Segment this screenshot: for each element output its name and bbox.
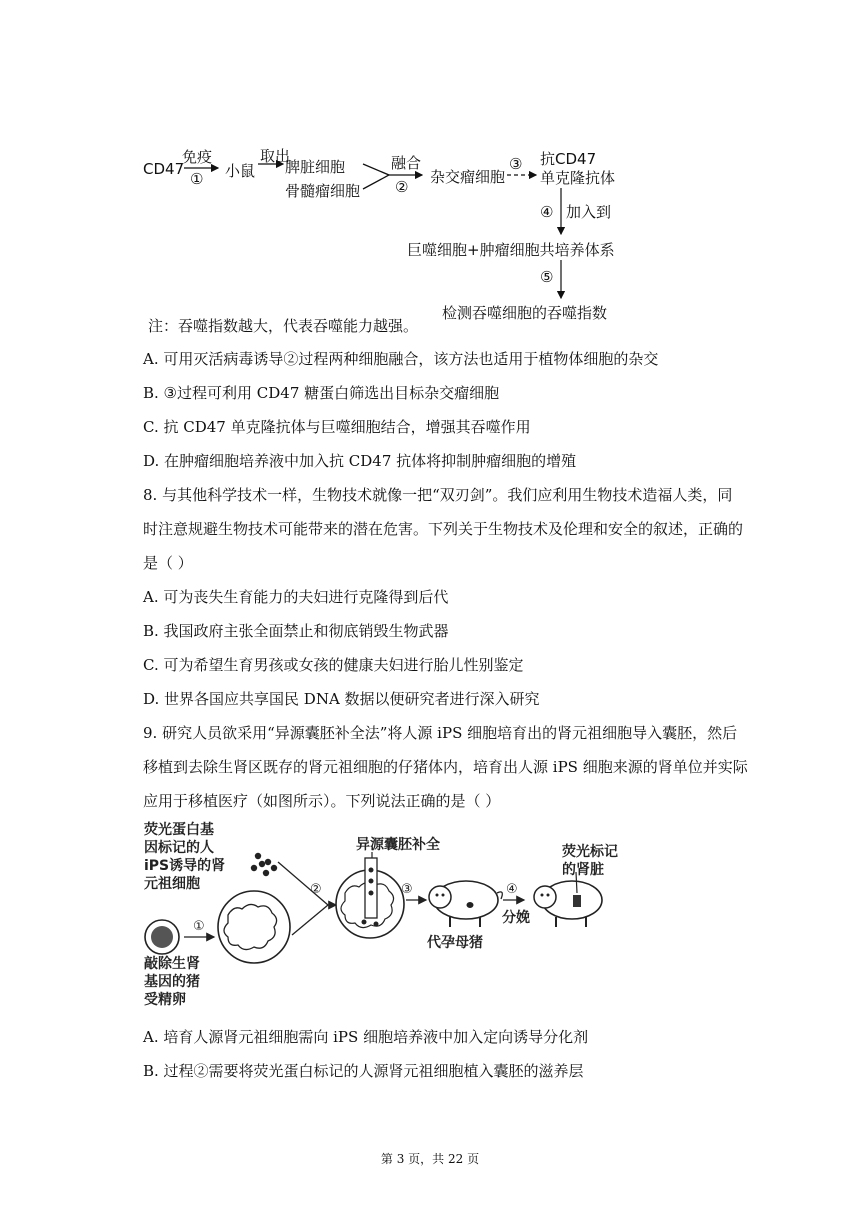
q7-option-a: A. 可用灭活病毒诱导②过程两种细胞融合，该方法也适用于植物体细胞的杂交: [143, 350, 659, 368]
q9-option-b: B. 过程②需要将荧光蛋白标记的人源肾元祖细胞植入囊胚的滋养层: [143, 1062, 584, 1080]
kidney-label-line2: 的肾脏: [562, 862, 604, 878]
q8-stem-line3: 是（ ）: [143, 554, 193, 572]
kidney-label-line1: 荧光标记: [562, 844, 618, 860]
fertilized-egg-icon: [145, 920, 179, 954]
q8-option-a: A. 可为丧失生育能力的夫妇进行克隆得到后代: [143, 588, 449, 606]
q7-option-d: D. 在肿瘤细胞培养液中加入抗 CD47 抗体将抑制肿瘤细胞的增殖: [143, 452, 577, 470]
q8-stem-line2: 时注意规避生物技术可能带来的潜在危害。下列关于生物技术及伦理和安全的叙述，正确的: [143, 520, 744, 538]
cd47-label: CD47: [143, 160, 185, 178]
fig2-step1: ①: [193, 919, 205, 934]
immune-label: 免疫: [182, 148, 213, 166]
step5-marker: ⑤: [540, 268, 554, 286]
birth-label: 分娩: [502, 910, 530, 926]
fig2-step4: ④: [506, 882, 518, 897]
q8-option-c: C. 可为希望生育男孩或女孩的健康夫妇进行胎儿性别鉴定: [143, 656, 524, 674]
ips-cells-dots: [251, 853, 277, 876]
q9-stem-line3: 应用于移植医疗（如图所示）。下列说法正确的是（ ）: [143, 792, 501, 810]
spleen-cell-label: 脾脏细胞: [285, 158, 346, 176]
fusion-label: 融合: [391, 154, 422, 172]
q9-stem-line2: 移植到去除生肾区既存的肾元祖细胞的仔猪体内，培育出人源 iPS 细胞来源的肾单位并实际: [143, 758, 748, 776]
egg-label-line1: 敲除生肾: [144, 956, 200, 972]
cells-label-line4: 元祖细胞: [144, 876, 200, 892]
hybridoma-label: 杂交瘤细胞: [430, 168, 506, 186]
coculture-label: 巨噬细胞+肿瘤细胞共培养体系: [407, 241, 615, 259]
egg-label-line2: 基因的猪: [144, 974, 200, 990]
step2-marker: ②: [395, 178, 409, 196]
step3-marker: ③: [509, 155, 523, 173]
anti-cd47-label: 抗CD47: [540, 150, 597, 168]
mab-label: 单克隆抗体: [540, 169, 616, 187]
cells-label-line2: 因标记的人: [144, 840, 214, 856]
complemented-blastocyst-icon: [336, 852, 404, 938]
q8-stem-line1: 8. 与其他科学技术一样，生物技术就像一把“双刃剑”。我们应利用生物技术造福人类，同: [143, 486, 733, 504]
q9-option-a: A. 培育人源肾元祖细胞需向 iPS 细胞培养液中加入定向诱导分化剂: [143, 1028, 589, 1046]
figure-note: 注：吞噬指数越大，代表吞噬能力越强。: [148, 317, 419, 335]
surrogate-label: 代孕母猪: [427, 935, 483, 951]
q7-option-b: B. ③过程可利用 CD47 糖蛋白筛选出目标杂交瘤细胞: [143, 384, 500, 402]
add-to-label: 加入到: [566, 203, 612, 221]
q9-stem-line1: 9. 研究人员欲采用“异源囊胚补全法”将人源 iPS 细胞培育出的肾元祖细胞导入囊胚，然后: [143, 724, 738, 742]
page-footer: 第 3 页，共 22 页: [380, 1152, 480, 1166]
q8-option-d: D. 世界各国应共享国民 DNA 数据以便研究者进行深入研究: [143, 690, 540, 708]
fig2-step2: ②: [310, 882, 322, 897]
take-out-label: 取出: [260, 147, 291, 165]
mouse-label: 小鼠: [225, 162, 256, 180]
step1-marker: ①: [190, 170, 204, 188]
detect-label: 检测吞噬细胞的吞噬指数: [442, 304, 608, 322]
step4-marker: ④: [540, 203, 554, 221]
blastocyst-icon: [218, 891, 290, 963]
myeloma-cell-label: 骨髓瘤细胞: [285, 182, 361, 200]
egg-label-line3: 受精卵: [144, 992, 186, 1008]
q7-option-c: C. 抗 CD47 单克隆抗体与巨噬细胞结合，增强其吞噬作用: [143, 418, 531, 436]
blastocyst-complementation-label: 异源囊胚补全: [356, 837, 440, 853]
piglet-icon: [534, 872, 602, 927]
surrogate-pig-icon: [429, 881, 502, 927]
fig2-step3: ③: [401, 882, 413, 897]
cells-label-line1: 荧光蛋白基: [144, 822, 214, 838]
q8-option-b: B. 我国政府主张全面禁止和彻底销毁生物武器: [143, 622, 449, 640]
cells-label-line3: iPS诱导的肾: [144, 858, 226, 874]
